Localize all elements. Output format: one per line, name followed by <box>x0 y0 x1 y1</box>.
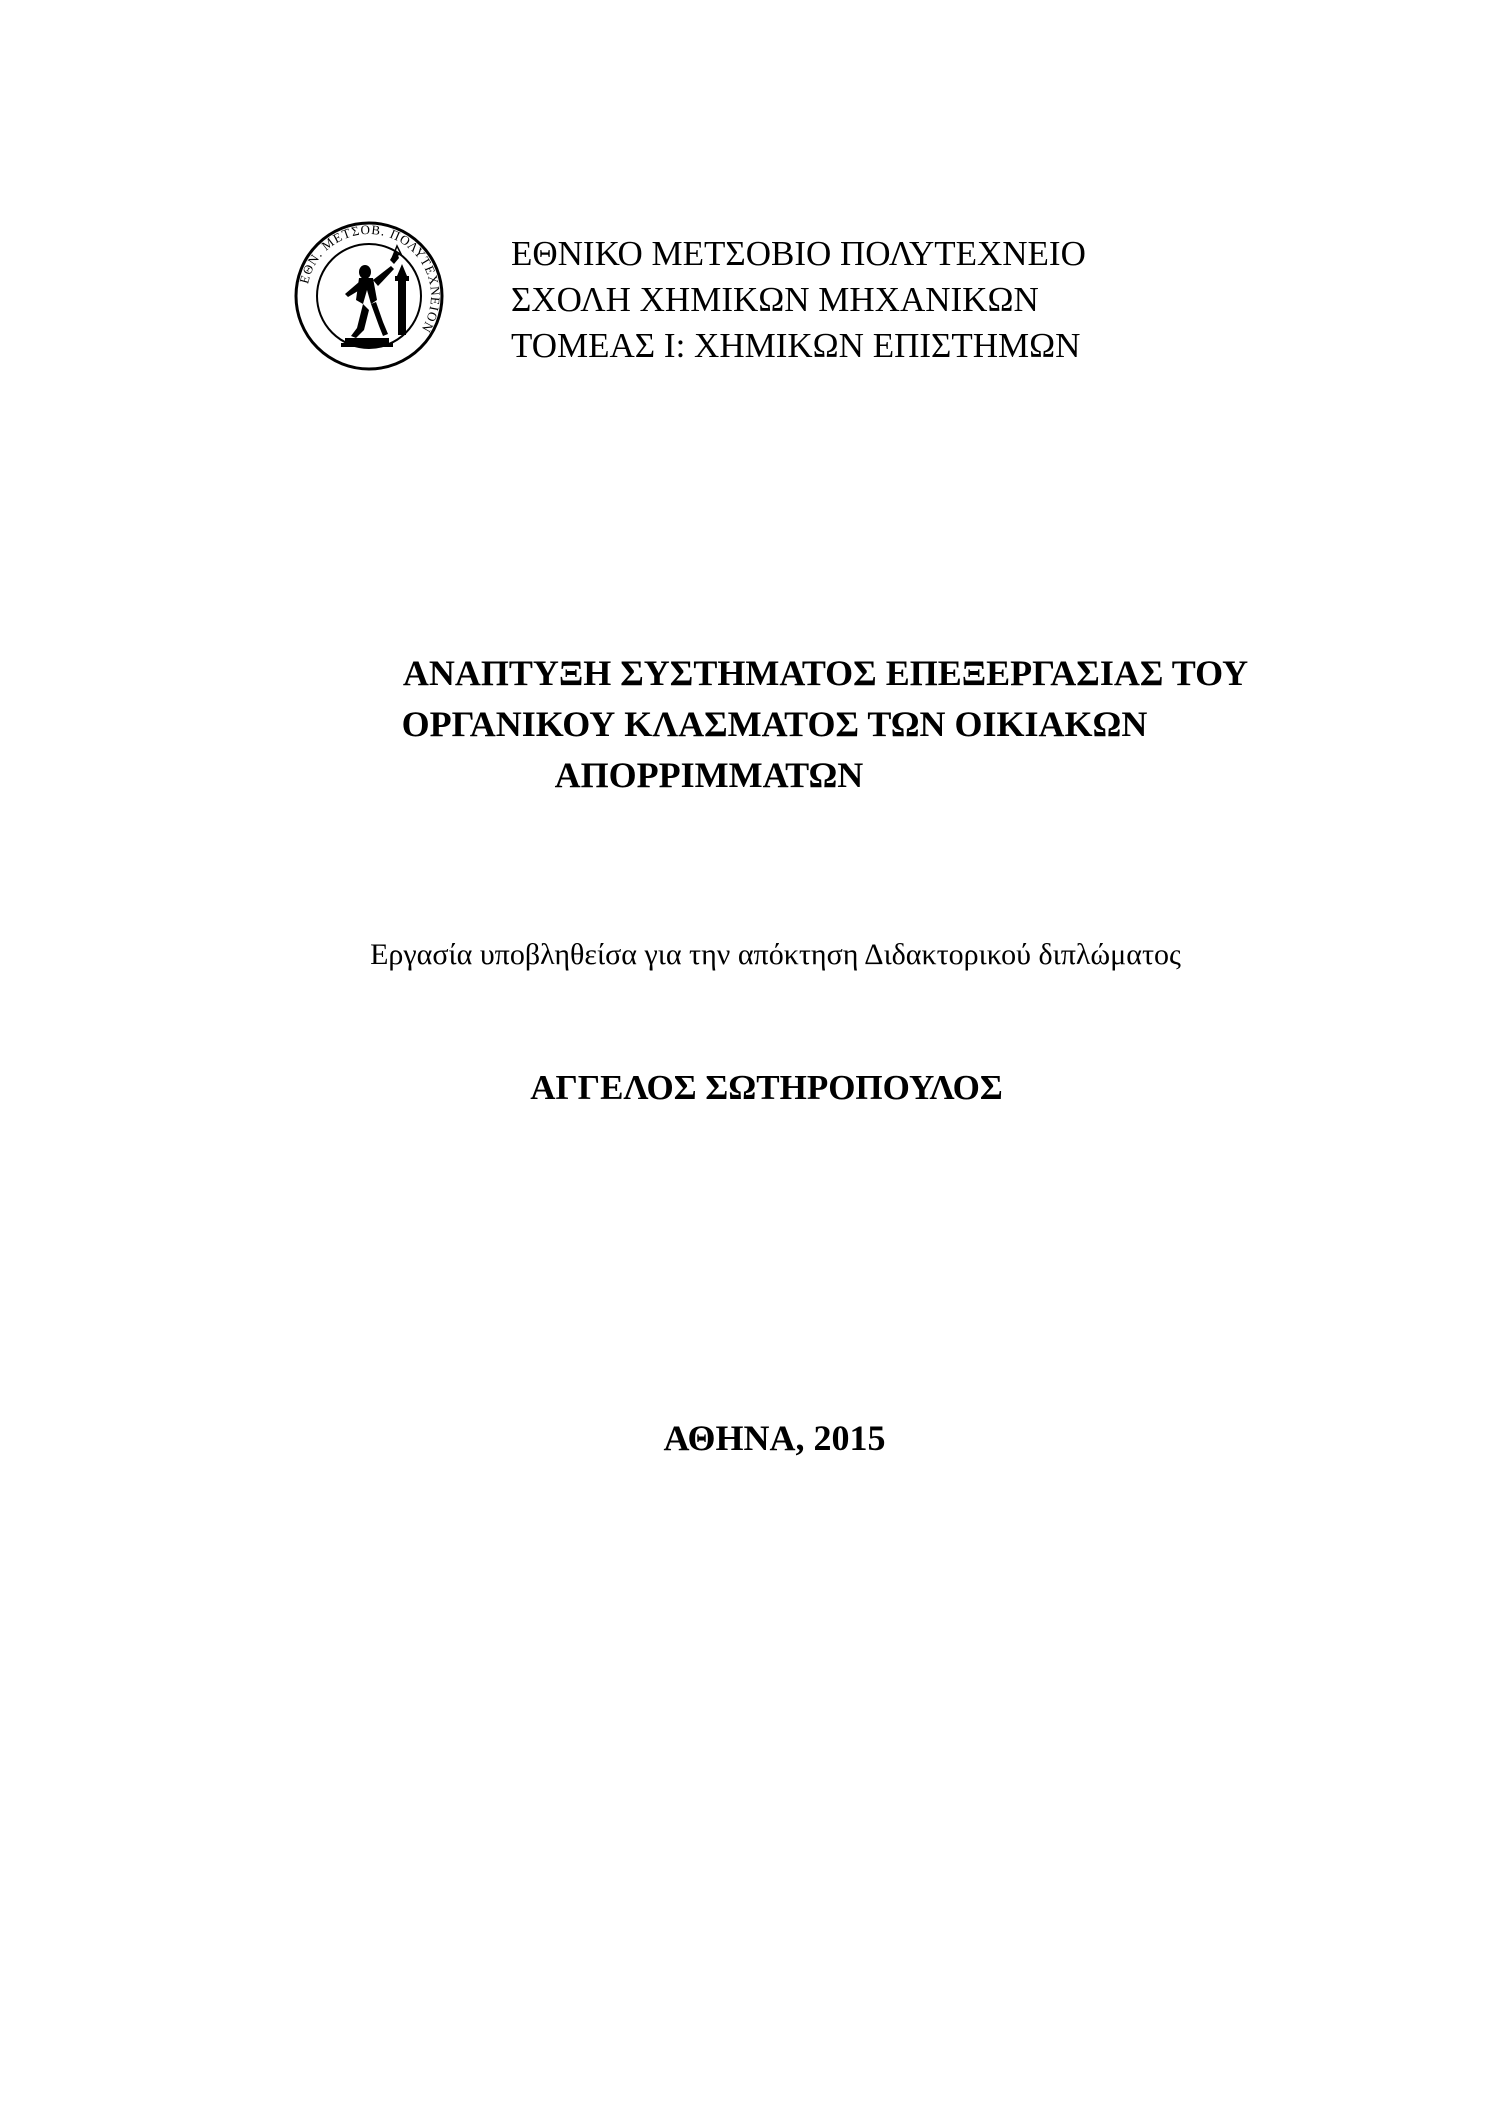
department-name: ΤΟΜΕΑΣ Ι: ΧΗΜΙΚΩΝ ΕΠΙΣΤΗΜΩΝ <box>511 326 1081 365</box>
thesis-title <box>0 648 1489 801</box>
title-line-3: ΑΠΟΡΡΙΜΜΑΤΩΝ <box>554 755 864 795</box>
thesis-subtitle: Εργασία υποβληθείσα για την απόκτηση Διδακτορικού διπλώματος <box>370 938 1181 971</box>
place-and-date: ΑΘΗΝΑ, 2015 <box>663 1418 886 1458</box>
school-name: ΣΧΟΛΗ ΧΗΜΙΚΩΝ ΜΗΧΑΝΙΚΩΝ <box>511 280 1039 319</box>
university-name: ΕΘΝΙΚΟ ΜΕΤΣΟΒΙΟ ΠΟΛΥΤΕΧΝΕΙΟ <box>511 234 1086 273</box>
svg-text:ΕΘΝ. ΜΕΤΣΟΒ. ΠΟΛΥΤΕΧΝΕΙΟΝ: ΕΘΝ. ΜΕΤΣΟΒ. ΠΟΛΥΤΕΧΝΕΙΟΝ <box>296 221 444 336</box>
title-line-1: ΑΝΑΠΤΥΞΗ ΣΥΣΤΗΜΑΤΟΣ ΕΠΕΞΕΡΓΑΣΙΑΣ ΤΟΥ <box>402 653 1249 693</box>
ntua-seal-icon <box>293 220 445 372</box>
document-header <box>293 210 1193 380</box>
institution-block <box>511 231 1086 369</box>
author-name: ΑΓΓΕΛΟΣ ΣΩΤΗΡΟΠΟΥΛΟΣ <box>530 1068 1003 1107</box>
title-line-2: ΟΡΓΑΝΙΚΟΥ ΚΛΑΣΜΑΤΟΣ ΤΩΝ ΟΙΚΙΑΚΩΝ <box>401 704 1148 744</box>
